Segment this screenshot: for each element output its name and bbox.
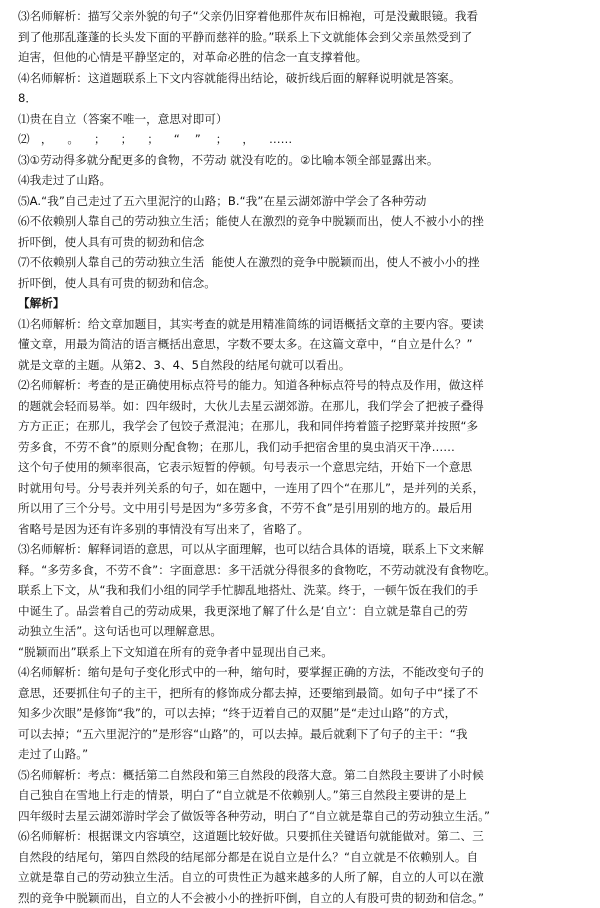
text-line: 所以用了三个分号。文中用引号是因为“多劳多食，不劳不食”是引用别的地方的。最后用	[18, 498, 574, 519]
text-line: 就是文章的主题。从第2、3、4、5自然段的结尾句就可以看出。	[18, 355, 574, 376]
text-line: 时就用句号。分号表并列关系的句子，如在题中，一连用了四个“在那儿”，是并列的关系，	[18, 478, 574, 499]
text-line: 8．	[18, 88, 574, 109]
text-line: 方方正正；在那儿，我学会了包饺子煮混沌；在那儿，我和同伴挎着篮子挖野菜并按照“多	[18, 416, 574, 437]
text-line: 立就是靠自己的劳动独立生活。自立的可贵性正为越来越多的人所了解，自立的人可以在激	[18, 867, 574, 888]
text-line: ⑵名师解析：考查的是正确使用标点符号的能力。知道各种标点符号的特点及作用，做这样	[18, 375, 574, 396]
q3-explanation-part1	[18, 6, 574, 68]
answer-line: ⑹不依赖别人靠自己的劳动独立生活；能使人在激烈的竞争中脱颖而出，使人不被小小的挫	[18, 211, 574, 232]
text-line: 懂文章，用最为简洁的语言概括出意思，字数不要太多。在这篇文章中，“自立是什么？”	[18, 334, 574, 355]
answer-line: 折吓倒，使人具有可贵的韧劲和信念	[18, 232, 574, 253]
answer-line: ⑵ ， 。 ； ； ； “ ” ； ， ……	[18, 129, 574, 150]
text-line: 劳多食，不劳不食”的原则分配食物；在那儿，我们动手把宿舍里的臭虫消灭干净……	[18, 437, 574, 458]
text-line: 烈的竞争中脱颖而出，自立的人不会被小小的挫折吓倒，自立的人有股可贵的韧劲和信念。”	[18, 888, 574, 908]
text-line: 可以去掉；“五六里泥泞的”是形容“山路”的，可以去掉。最后就剩下了句子的主干：“我	[18, 724, 574, 745]
text-line: 意思，还要抓住句子的主干，把所有的修饰成分都去掉，还要缩到最简。如句子中“揉了不	[18, 683, 574, 704]
text-line: 省略号是因为还有许多别的事情没有写出来了，省略了。	[18, 519, 574, 540]
text-line: ⑷名师解析：缩句是句子变化形式中的一种，缩句时，要掌握正确的方法，不能改变句子的	[18, 662, 574, 683]
text-line: 的题就会轻而易举。如：四年级时，大伙儿去星云湖郊游。在那儿，我们学会了把被子叠得	[18, 396, 574, 417]
text-line: ⑶名师解析：解释词语的意思，可以从字面理解，也可以结合具体的语境，联系上下文来解	[18, 539, 574, 560]
text-line: 释。“多劳多食，不劳不食”：字面意思：多干活就分得很多的食物吃，不劳动就没有食物吃。	[18, 560, 574, 581]
text-line: 联系上下文，从“我和我们小组的同学手忙脚乱地搭灶、洗菜。终于，一顿午饭在我们的手	[18, 580, 574, 601]
text-line: ⑸名师解析：考点：概括第二自然段和第三自然段的段落大意。第二自然段主要讲了小时候	[18, 765, 574, 786]
analysis-heading	[18, 293, 574, 314]
answer-line: ⑸A.“我”自己走过了五六里泥泞的山路；B.“我”在星云湖郊游中学会了各种劳动	[18, 191, 574, 212]
question-number	[18, 88, 574, 109]
text-line: 迫害，但他的心情是平静坚定的，对革命必胜的信念一直支撑着他。	[18, 47, 574, 68]
text-line: 到了他那乱蓬蓬的长头发下面的平静而慈祥的脸。”联系上下文就能体会到父亲虽然受到了	[18, 27, 574, 48]
answer-line: ⑴贵在自立（答案不唯一，意思对即可）	[18, 109, 574, 130]
section-heading: 【解析】	[18, 293, 574, 314]
answer-line: 折吓倒，使人具有可贵的韧劲和信念。	[18, 273, 574, 294]
q1-explanation	[18, 314, 574, 376]
answer-line: ⑺不依赖别人靠自己的劳动独立生活 能使人在激烈的竞争中脱颖而出，使人不被小小的挫	[18, 252, 574, 273]
answer-line: ⑶①劳动得多就分配更多的食物，不劳动 就没有吃的。②比喻本领全部显露出来。	[18, 150, 574, 171]
text-line: ⑶名师解析：描写父亲外貌的句子“父亲仍旧穿着他那件灰布旧棉袍，可是没戴眼镜。我看	[18, 6, 574, 27]
q6-explanation	[18, 826, 574, 908]
q4-explanation-part1	[18, 68, 574, 89]
answer-line: ⑷我走过了山路。	[18, 170, 574, 191]
q3-explanation-part2	[18, 539, 574, 662]
text-line: 中诞生了。品尝着自己的劳动成果，我更深地了解了什么是‘自立’：自立就是靠自己的劳	[18, 601, 574, 622]
q2-explanation	[18, 375, 574, 539]
text-line: ⑷名师解析：这道题联系上下文内容就能得出结论，破折线后面的解释说明就是答案。	[18, 68, 574, 89]
text-line: 这个句子使用的频率很高，它表示短暂的停顿。句号表示一个意思完结，开始下一个意思	[18, 457, 574, 478]
text-line: 自然段的结尾句，第四自然段的结尾部分都是在说自立是什么？“自立就是不依赖别人。自	[18, 847, 574, 868]
answer-list	[18, 109, 574, 294]
text-line: 四年级时去星云湖郊游时学会了做饭等各种劳动，明白了“自立就是靠自己的劳动独立生活。”	[18, 806, 574, 827]
text-line: 知多少次眼”是修饰“我”的，可以去掉；“终于迈着自己的双腿”是“走过山路”的方式，	[18, 703, 574, 724]
q4-explanation-part2	[18, 662, 574, 765]
text-line: ⑹名师解析：根据课文内容填空，这道题比较好做。只要抓住关键语句就能做对。第二、三	[18, 826, 574, 847]
text-line: 自己独自在雪地上行走的情景，明白了“自立就是不依赖别人。”第三自然段主要讲的是上	[18, 785, 574, 806]
text-line: “脱颖而出”联系上下文知道在所有的竞争者中显现出自己来。	[18, 642, 574, 663]
text-line: 走过了山路。”	[18, 744, 574, 765]
q5-explanation	[18, 765, 574, 827]
text-line: ⑴名师解析：给文章加题目，其实考查的就是用精准简练的词语概括文章的主要内容。要读	[18, 314, 574, 335]
text-line: 动独立生活”。这句话也可以理解意思。	[18, 621, 574, 642]
